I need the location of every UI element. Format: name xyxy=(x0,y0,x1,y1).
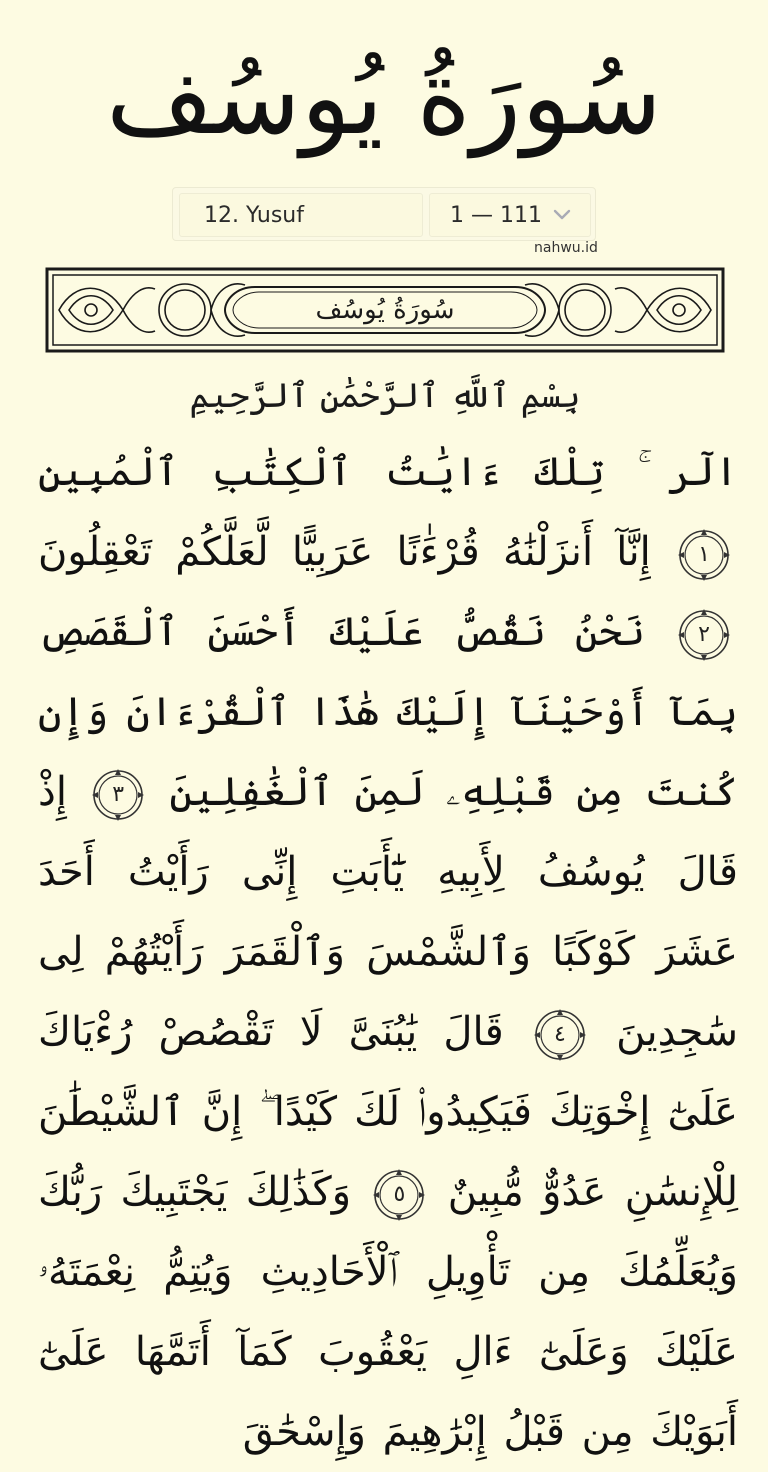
verse-text: قَالَ يَٰبُنَىَّ لَا تَقْصُصْ رُءْيَاكَ عَلَىٰٓ إِخْوَتِكَ فَيَكِيدُوا۟ لَكَ كَيْدًا ۖ إِنَّ ٱلشَّيْطَٰنَ لِلْإِنسَٰنِ عَدُوٌّ مُّبِينٌ xyxy=(38,1009,739,1215)
ayah-range-select[interactable] xyxy=(429,193,591,237)
chevron-down-icon xyxy=(552,206,572,224)
ayah-marker[interactable] xyxy=(532,1007,588,1063)
verse-text: إِذْ قَالَ يُوسُفُ لِأَبِيهِ يَٰٓأَبَتِ إِنِّى رَأَيْتُ أَحَدَ عَشَرَ كَوْكَبًا وَٱلشَّمْسَ وَٱلْقَمَرَ رَأَيْتُهُمْ لِى سَٰجِدِينَ xyxy=(38,769,738,1055)
ayah-marker[interactable] xyxy=(90,767,146,823)
basmala: بِسْمِ ٱللَّهِ ٱلرَّحْمَٰنِ ٱلرَّحِيمِ xyxy=(189,375,581,416)
surah-select-value: 12. Yusuf xyxy=(204,202,304,228)
ayah-number: ١ xyxy=(698,542,710,567)
verse-text: وَكَذَٰلِكَ يَجْتَبِيكَ رَبُّكَ وَيُعَلِّمُكَ مِن تَأْوِيلِ ٱلْأَحَادِيثِ وَيُتِمُّ نِعْمَتَهُۥ عَلَيْكَ وَعَلَىٰٓ ءَالِ يَعْقُوبَ كَمَآ أَتَمَّهَا عَلَىٰٓ أَبَوَيْكَ مِن قَبْلُ إِبْرَٰهِيمَ وَإِسْحَٰقَ xyxy=(38,1169,738,1455)
verse-text: نَحْنُ نَقُصُّ عَلَيْكَ أَحْسَنَ ٱلْقَصَصِ بِمَآ أَوْحَيْنَآ إِلَيْكَ هَٰذَا ٱلْقُرْءَانَ وَإِن كُنتَ مِن قَبْلِهِۦ لَمِنَ ٱلْغَٰفِلِينَ xyxy=(38,609,738,815)
ayah-marker[interactable] xyxy=(676,527,732,583)
surah-selector-bar xyxy=(172,187,596,241)
site-label[interactable]: nahwu.id xyxy=(534,240,598,256)
verse-text: الٓر ۚ تِلْكَ ءَايَٰتُ ٱلْكِتَٰبِ ٱلْمُبِينِ xyxy=(38,449,738,495)
ayah-number: ٣ xyxy=(112,782,125,807)
surah-header-frame xyxy=(45,267,725,353)
verses-container xyxy=(38,432,738,1472)
verse-text: إِنَّآ أَنزَلْنَٰهُ قُرْءَٰنًا عَرَبِيًّا لَّعَلَّكُمْ تَعْقِلُونَ xyxy=(38,529,651,575)
surah-select[interactable] xyxy=(179,193,423,237)
surah-title-calligraphy: سُورَةُ يُوسُف xyxy=(105,36,663,158)
ayah-number: ٥ xyxy=(393,1182,406,1207)
ayah-number: ٢ xyxy=(698,622,710,647)
ayah-range-value: 1 — 111 xyxy=(450,202,542,228)
ayah-marker[interactable] xyxy=(676,607,732,663)
surah-header-title: سُورَةُ يُوسُف xyxy=(315,295,455,325)
ayah-number: ٤ xyxy=(554,1022,566,1047)
ayah-marker[interactable] xyxy=(371,1167,427,1223)
